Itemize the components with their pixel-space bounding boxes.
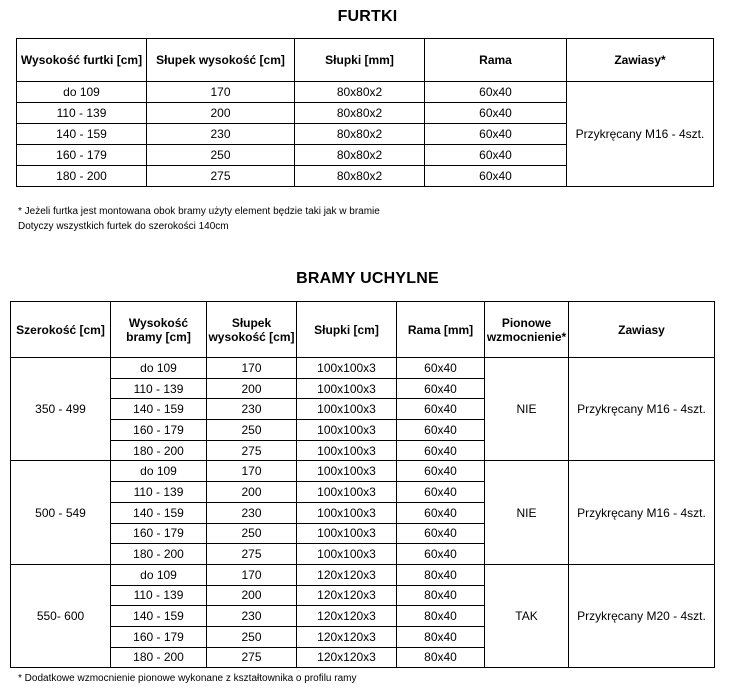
cell-wysokosc-bramy: 140 - 159 [111,606,207,627]
cell-slupek-wysokosc: 275 [207,440,297,461]
cell-rama: 80x40 [397,585,485,606]
cell-rama: 60x40 [425,103,567,124]
cell-slupek-wysokosc: 275 [207,647,297,668]
cell-slupek-wysokosc: 170 [207,358,297,379]
cell-slupki: 120x120x3 [297,564,397,585]
furtki-note-2: Dotyczy wszystkich furtek do szerokości 140cm [18,221,229,232]
cell-wysokosc-bramy: 140 - 159 [111,502,207,523]
cell-rama: 80x40 [397,564,485,585]
cell-slupki: 100x100x3 [297,440,397,461]
cell-wysokosc-bramy: 160 - 179 [111,420,207,441]
header-rama: Rama [mm] [397,302,485,358]
cell-slupki: 100x100x3 [297,544,397,565]
cell-slupki: 80x80x2 [295,166,425,187]
cell-rama: 60x40 [425,166,567,187]
cell-wysokosc-bramy: 160 - 179 [111,523,207,544]
cell-wysokosc: 140 - 159 [17,124,147,145]
header-slupek-wysokosc: Słupek wysokość [cm] [207,302,297,358]
cell-slupki: 80x80x2 [295,124,425,145]
cell-slupek-wysokosc: 230 [207,502,297,523]
cell-rama: 60x40 [425,145,567,166]
header-wysokosc-furtki: Wysokość furtki [cm] [17,39,147,82]
cell-pionowe-wzmocnienie: TAK [485,564,569,667]
cell-wysokosc: 160 - 179 [17,145,147,166]
cell-zawiasy: Przykręcany M16 - 4szt. [567,82,714,187]
cell-slupki: 100x100x3 [297,378,397,399]
bramy-note: * Dodatkowe wzmocnienie pionowe wykonane z kształtownika o profilu ramy [18,673,357,684]
bramy-table [10,301,715,668]
cell-wysokosc-bramy: 140 - 159 [111,399,207,420]
header-wysokosc-bramy: Wysokość bramy [cm] [111,302,207,358]
cell-wysokosc-bramy: 160 - 179 [111,626,207,647]
cell-pionowe-wzmocnienie: NIE [485,358,569,461]
cell-slupki: 100x100x3 [297,523,397,544]
header-slupki: Słupki [cm] [297,302,397,358]
cell-slupki: 120x120x3 [297,626,397,647]
cell-szerokosc: 350 - 499 [11,358,111,461]
cell-rama: 60x40 [425,82,567,103]
cell-wysokosc-bramy: do 109 [111,461,207,482]
cell-slupek-wysokosc: 200 [147,103,295,124]
cell-rama: 80x40 [397,606,485,627]
cell-rama: 60x40 [397,502,485,523]
cell-slupek-wysokosc: 230 [207,399,297,420]
cell-slupek-wysokosc: 230 [147,124,295,145]
cell-slupki: 120x120x3 [297,647,397,668]
cell-slupek-wysokosc: 250 [147,145,295,166]
table-row [11,461,715,482]
cell-zawiasy: Przykręcany M16 - 4szt. [569,358,715,461]
cell-slupki: 80x80x2 [295,145,425,166]
cell-wysokosc-bramy: 110 - 139 [111,585,207,606]
cell-rama: 60x40 [397,523,485,544]
cell-slupki: 80x80x2 [295,103,425,124]
cell-slupek-wysokosc: 170 [207,564,297,585]
header-zawiasy: Zawiasy* [567,39,714,82]
header-slupki: Słupki [mm] [295,39,425,82]
cell-rama: 60x40 [397,378,485,399]
cell-zawiasy: Przykręcany M20 - 4szt. [569,564,715,667]
cell-wysokosc: do 109 [17,82,147,103]
cell-slupki: 80x80x2 [295,82,425,103]
cell-slupek-wysokosc: 250 [207,626,297,647]
cell-rama: 60x40 [397,420,485,441]
cell-wysokosc-bramy: 110 - 139 [111,378,207,399]
cell-slupki: 100x100x3 [297,358,397,379]
cell-rama: 80x40 [397,626,485,647]
cell-slupki: 100x100x3 [297,420,397,441]
cell-rama: 60x40 [425,124,567,145]
table-row [11,564,715,585]
cell-slupek-wysokosc: 200 [207,585,297,606]
cell-slupek-wysokosc: 250 [207,420,297,441]
furtki-note-1: * Jeżeli furtka jest montowana obok bramy użyty element będzie taki jak w bramie [18,206,380,217]
header-szerokosc: Szerokość [cm] [11,302,111,358]
cell-slupki: 120x120x3 [297,585,397,606]
cell-wysokosc-bramy: 110 - 139 [111,482,207,503]
cell-slupki: 100x100x3 [297,461,397,482]
cell-slupki: 100x100x3 [297,502,397,523]
cell-slupek-wysokosc: 170 [147,82,295,103]
cell-slupek-wysokosc: 230 [207,606,297,627]
cell-wysokosc: 110 - 139 [17,103,147,124]
cell-slupek-wysokosc: 275 [147,166,295,187]
cell-wysokosc: 180 - 200 [17,166,147,187]
header-pionowe-wzmocnienie: Pionowe wzmocnienie* [485,302,569,358]
cell-slupek-wysokosc: 200 [207,482,297,503]
cell-slupek-wysokosc: 275 [207,544,297,565]
bramy-header-row [11,302,715,358]
table-row [17,82,714,103]
cell-szerokosc: 500 - 549 [11,461,111,564]
cell-szerokosc: 550- 600 [11,564,111,667]
header-rama: Rama [425,39,567,82]
cell-slupki: 120x120x3 [297,606,397,627]
header-slupek-wysokosc: Słupek wysokość [cm] [147,39,295,82]
cell-slupek-wysokosc: 200 [207,378,297,399]
cell-wysokosc-bramy: 180 - 200 [111,440,207,461]
cell-slupki: 100x100x3 [297,482,397,503]
cell-rama: 80x40 [397,647,485,668]
bramy-title: BRAMY UCHYLNE [296,270,439,287]
cell-wysokosc-bramy: do 109 [111,564,207,585]
cell-slupki: 100x100x3 [297,399,397,420]
cell-rama: 60x40 [397,544,485,565]
cell-rama: 60x40 [397,482,485,503]
cell-slupek-wysokosc: 170 [207,461,297,482]
cell-pionowe-wzmocnienie: NIE [485,461,569,564]
cell-wysokosc-bramy: do 109 [111,358,207,379]
cell-rama: 60x40 [397,399,485,420]
furtki-title: FURTKI [337,8,398,25]
cell-rama: 60x40 [397,461,485,482]
cell-wysokosc-bramy: 180 - 200 [111,647,207,668]
cell-rama: 60x40 [397,440,485,461]
header-zawiasy: Zawiasy [569,302,715,358]
cell-zawiasy: Przykręcany M16 - 4szt. [569,461,715,564]
furtki-table [16,38,714,187]
cell-wysokosc-bramy: 180 - 200 [111,544,207,565]
cell-rama: 60x40 [397,358,485,379]
table-row [11,358,715,379]
furtki-header-row [17,39,714,82]
cell-slupek-wysokosc: 250 [207,523,297,544]
